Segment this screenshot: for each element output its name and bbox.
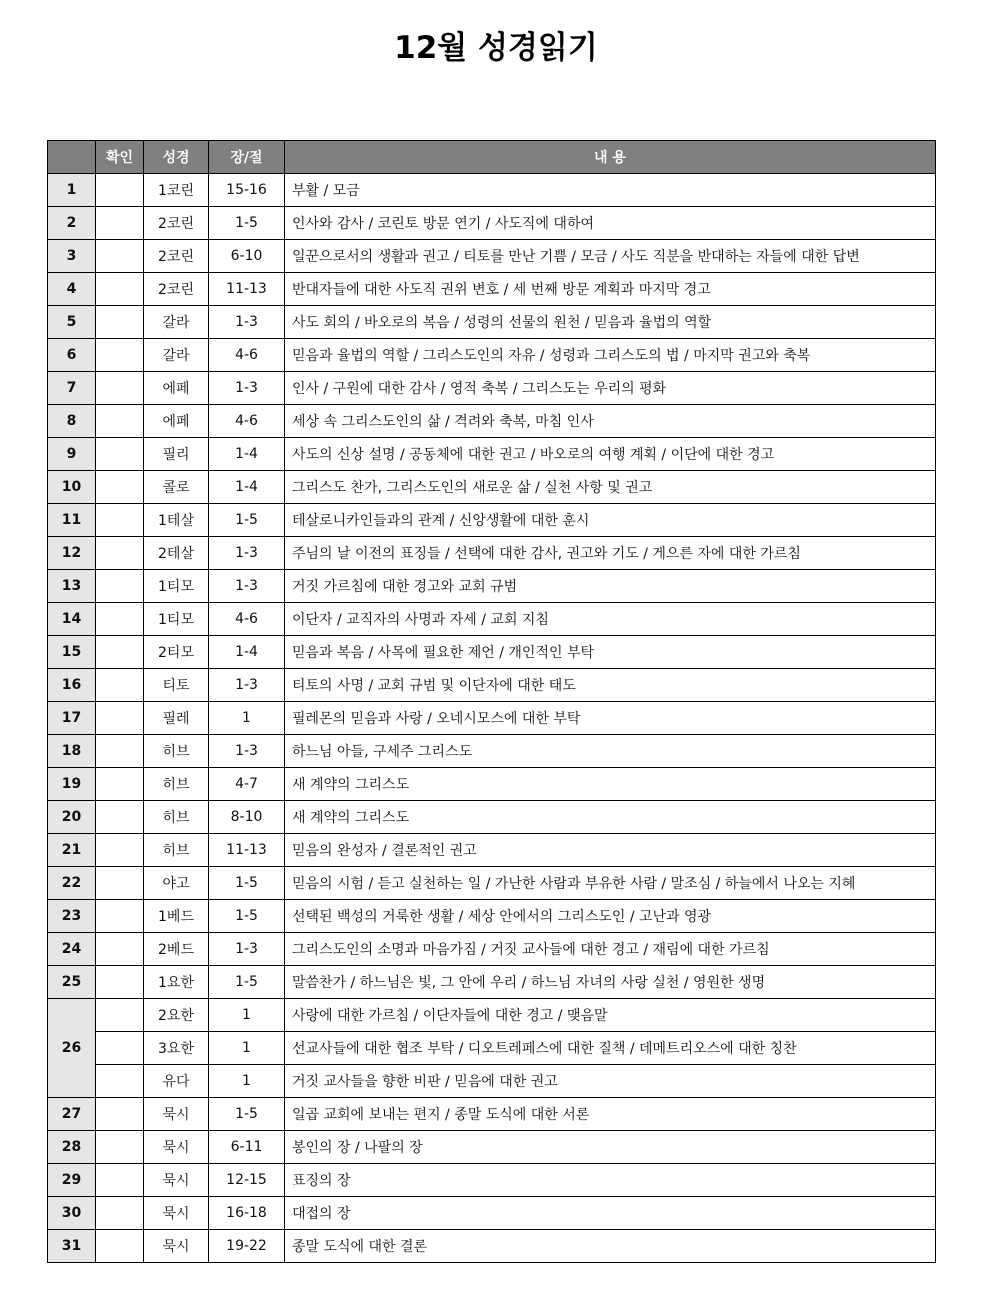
content-cell: 그리스도 찬가, 그리스도인의 새로운 삶 / 실천 사항 및 권고 <box>285 471 936 504</box>
content-cell: 사랑에 대한 가르침 / 이단자들에 대한 경고 / 맺음말 <box>285 999 936 1032</box>
content-cell: 부활 / 모금 <box>285 174 936 207</box>
content-cell: 종말 도식에 대한 결론 <box>285 1230 936 1263</box>
chapters-cell: 1-3 <box>209 933 285 966</box>
content-cell: 대접의 장 <box>285 1197 936 1230</box>
book-cell: 묵시 <box>144 1230 209 1263</box>
day-number: 31 <box>48 1230 96 1263</box>
day-number: 11 <box>48 504 96 537</box>
day-number: 10 <box>48 471 96 504</box>
content-cell: 표징의 장 <box>285 1164 936 1197</box>
content-cell: 믿음의 완성자 / 결론적인 권고 <box>285 834 936 867</box>
day-number: 23 <box>48 900 96 933</box>
content-cell: 인사 / 구원에 대한 감사 / 영적 축복 / 그리스도는 우리의 평화 <box>285 372 936 405</box>
check-cell[interactable] <box>96 834 144 867</box>
day-number: 16 <box>48 669 96 702</box>
day-number: 29 <box>48 1164 96 1197</box>
book-cell: 갈라 <box>144 339 209 372</box>
book-cell: 필리 <box>144 438 209 471</box>
check-cell[interactable] <box>96 768 144 801</box>
check-cell[interactable] <box>96 405 144 438</box>
book-cell: 2요한 <box>144 999 209 1032</box>
book-cell: 히브 <box>144 834 209 867</box>
check-cell[interactable] <box>96 669 144 702</box>
day-number: 3 <box>48 240 96 273</box>
chapters-cell: 1-3 <box>209 570 285 603</box>
content-cell: 하느님 아들, 구세주 그리스도 <box>285 735 936 768</box>
chapters-cell: 4-7 <box>209 768 285 801</box>
content-cell: 말씀찬가 / 하느님은 빛, 그 안에 우리 / 하느님 자녀의 사랑 실천 / 영원한 생명 <box>285 966 936 999</box>
content-cell: 새 계약의 그리스도 <box>285 801 936 834</box>
book-cell: 필레 <box>144 702 209 735</box>
content-cell: 티토의 사명 / 교회 규범 및 이단자에 대한 태도 <box>285 669 936 702</box>
chapters-cell: 1-3 <box>209 372 285 405</box>
book-cell: 묵시 <box>144 1098 209 1131</box>
check-cell[interactable] <box>96 702 144 735</box>
check-cell[interactable] <box>96 207 144 240</box>
chapters-cell: 4-6 <box>209 603 285 636</box>
check-cell[interactable] <box>96 636 144 669</box>
book-cell: 묵시 <box>144 1197 209 1230</box>
check-cell[interactable] <box>96 306 144 339</box>
day-number: 14 <box>48 603 96 636</box>
chapters-cell: 1-3 <box>209 669 285 702</box>
chapters-cell: 1-4 <box>209 438 285 471</box>
check-cell[interactable] <box>96 174 144 207</box>
content-cell: 새 계약의 그리스도 <box>285 768 936 801</box>
book-cell: 2베드 <box>144 933 209 966</box>
table-row <box>48 933 936 966</box>
check-cell[interactable] <box>96 1164 144 1197</box>
chapters-cell: 1-5 <box>209 867 285 900</box>
page-title: 12월 성경읽기 <box>394 30 598 66</box>
book-cell: 묵시 <box>144 1131 209 1164</box>
header-check: 확인 <box>96 141 144 174</box>
content-cell: 선교사들에 대한 협조 부탁 / 디오트레페스에 대한 질책 / 데메트리오스에 대한 칭찬 <box>285 1032 936 1065</box>
table-row <box>48 207 936 240</box>
content-cell: 세상 속 그리스도인의 삶 / 격려와 축복, 마침 인사 <box>285 405 936 438</box>
book-cell: 2코린 <box>144 273 209 306</box>
book-cell: 야고 <box>144 867 209 900</box>
book-cell: 에페 <box>144 405 209 438</box>
chapters-cell: 12-15 <box>209 1164 285 1197</box>
chapters-cell: 1-5 <box>209 504 285 537</box>
table-row <box>48 405 936 438</box>
content-cell: 주님의 날 이전의 표징들 / 선택에 대한 감사, 권고와 기도 / 게으른 자에 대한 가르침 <box>285 537 936 570</box>
day-number: 24 <box>48 933 96 966</box>
chapters-cell: 1-4 <box>209 636 285 669</box>
check-cell[interactable] <box>96 339 144 372</box>
table-row <box>48 1065 936 1098</box>
book-cell: 1코린 <box>144 174 209 207</box>
table-row <box>48 999 936 1032</box>
chapters-cell: 1-5 <box>209 966 285 999</box>
table-row <box>48 1197 936 1230</box>
table-row <box>48 1032 936 1065</box>
chapters-cell: 1 <box>209 702 285 735</box>
chapters-cell: 1 <box>209 1032 285 1065</box>
table-row <box>48 735 936 768</box>
check-cell[interactable] <box>96 933 144 966</box>
table-row <box>48 966 936 999</box>
check-cell[interactable] <box>96 570 144 603</box>
content-cell: 일꾼으로서의 생활과 권고 / 티토를 만난 기쁨 / 모금 / 사도 직분을 반대하는 자들에 대한 답변 <box>285 240 936 273</box>
check-cell[interactable] <box>96 537 144 570</box>
day-number: 20 <box>48 801 96 834</box>
day-number: 9 <box>48 438 96 471</box>
check-cell[interactable] <box>96 1230 144 1263</box>
day-number: 2 <box>48 207 96 240</box>
table-row <box>48 339 936 372</box>
chapters-cell: 4-6 <box>209 339 285 372</box>
table-row <box>48 900 936 933</box>
chapters-cell: 1-5 <box>209 1098 285 1131</box>
table-header-row <box>48 141 936 174</box>
content-cell: 인사와 감사 / 코린토 방문 연기 / 사도직에 대하여 <box>285 207 936 240</box>
header-content: 내 용 <box>285 141 936 174</box>
day-number: 15 <box>48 636 96 669</box>
check-cell[interactable] <box>96 1098 144 1131</box>
check-cell[interactable] <box>96 801 144 834</box>
content-cell: 믿음과 복음 / 사목에 필요한 제언 / 개인적인 부탁 <box>285 636 936 669</box>
check-cell[interactable] <box>96 1197 144 1230</box>
day-number: 30 <box>48 1197 96 1230</box>
content-cell: 일곱 교회에 보내는 편지 / 종말 도식에 대한 서론 <box>285 1098 936 1131</box>
table-row <box>48 1131 936 1164</box>
day-number: 17 <box>48 702 96 735</box>
header-day <box>48 141 96 174</box>
table-row <box>48 636 936 669</box>
chapters-cell: 1-3 <box>209 306 285 339</box>
day-number: 1 <box>48 174 96 207</box>
book-cell: 3요한 <box>144 1032 209 1065</box>
content-cell: 반대자들에 대한 사도직 권위 변호 / 세 번째 방문 계획과 마지막 경고 <box>285 273 936 306</box>
day-number: 13 <box>48 570 96 603</box>
chapters-cell: 1-5 <box>209 207 285 240</box>
content-cell: 거짓 교사들을 향한 비판 / 믿음에 대한 권고 <box>285 1065 936 1098</box>
book-cell: 티토 <box>144 669 209 702</box>
table-row <box>48 603 936 636</box>
check-cell[interactable] <box>96 240 144 273</box>
content-cell: 필레몬의 믿음과 사랑 / 오네시모스에 대한 부탁 <box>285 702 936 735</box>
content-cell: 믿음의 시험 / 듣고 실천하는 일 / 가난한 사람과 부유한 사람 / 말조심 / 하늘에서 나오는 지혜 <box>285 867 936 900</box>
table-row <box>48 1164 936 1197</box>
book-cell: 유다 <box>144 1065 209 1098</box>
chapters-cell: 4-6 <box>209 405 285 438</box>
book-cell: 에페 <box>144 372 209 405</box>
chapters-cell: 1 <box>209 999 285 1032</box>
check-cell[interactable] <box>96 603 144 636</box>
table-row <box>48 570 936 603</box>
check-cell[interactable] <box>96 438 144 471</box>
table-row <box>48 669 936 702</box>
day-number: 12 <box>48 537 96 570</box>
content-cell: 선택된 백성의 거룩한 생활 / 세상 안에서의 그리스도인 / 고난과 영광 <box>285 900 936 933</box>
chapters-cell: 6-10 <box>209 240 285 273</box>
table-row <box>48 867 936 900</box>
content-cell: 테살로니카인들과의 관계 / 신앙생활에 대한 훈시 <box>285 504 936 537</box>
check-cell[interactable] <box>96 504 144 537</box>
check-cell[interactable] <box>96 273 144 306</box>
chapters-cell: 8-10 <box>209 801 285 834</box>
chapters-cell: 16-18 <box>209 1197 285 1230</box>
day-number: 22 <box>48 867 96 900</box>
day-number: 26 <box>48 999 96 1098</box>
table-row <box>48 306 936 339</box>
check-cell[interactable] <box>96 867 144 900</box>
book-cell: 2테살 <box>144 537 209 570</box>
chapters-cell: 1 <box>209 1065 285 1098</box>
book-cell: 1요한 <box>144 966 209 999</box>
chapters-cell: 1-4 <box>209 471 285 504</box>
content-cell: 거짓 가르침에 대한 경고와 교회 규범 <box>285 570 936 603</box>
check-cell[interactable] <box>96 372 144 405</box>
day-number: 6 <box>48 339 96 372</box>
book-cell: 히브 <box>144 768 209 801</box>
day-number: 27 <box>48 1098 96 1131</box>
chapters-cell: 11-13 <box>209 834 285 867</box>
book-cell: 1티모 <box>144 603 209 636</box>
check-cell[interactable] <box>96 471 144 504</box>
day-number: 21 <box>48 834 96 867</box>
table-body <box>48 174 936 1263</box>
table-row <box>48 174 936 207</box>
book-cell: 갈라 <box>144 306 209 339</box>
table-row <box>48 702 936 735</box>
check-cell[interactable] <box>96 999 144 1032</box>
day-number: 28 <box>48 1131 96 1164</box>
content-cell: 이단자 / 교직자의 사명과 자세 / 교회 지침 <box>285 603 936 636</box>
book-cell: 2티모 <box>144 636 209 669</box>
header-book: 성경 <box>144 141 209 174</box>
chapters-cell: 6-11 <box>209 1131 285 1164</box>
chapters-cell: 1-5 <box>209 900 285 933</box>
header-chapters: 장/절 <box>209 141 285 174</box>
book-cell: 묵시 <box>144 1164 209 1197</box>
table-row <box>48 1098 936 1131</box>
day-number: 8 <box>48 405 96 438</box>
day-number: 7 <box>48 372 96 405</box>
table-row <box>48 438 936 471</box>
table-row <box>48 240 936 273</box>
day-number: 5 <box>48 306 96 339</box>
chapters-cell: 1-3 <box>209 537 285 570</box>
book-cell: 2코린 <box>144 240 209 273</box>
content-cell: 사도 회의 / 바오로의 복음 / 성령의 선물의 원천 / 믿음과 율법의 역할 <box>285 306 936 339</box>
check-cell[interactable] <box>96 900 144 933</box>
book-cell: 콜로 <box>144 471 209 504</box>
check-cell[interactable] <box>96 1131 144 1164</box>
table-row <box>48 801 936 834</box>
check-cell[interactable] <box>96 1032 144 1065</box>
table-row <box>48 834 936 867</box>
table-row <box>48 504 936 537</box>
book-cell: 히브 <box>144 801 209 834</box>
book-cell: 1테살 <box>144 504 209 537</box>
content-cell: 믿음과 율법의 역할 / 그리스도인의 자유 / 성령과 그리스도의 법 / 마지막 권고와 축복 <box>285 339 936 372</box>
chapters-cell: 19-22 <box>209 1230 285 1263</box>
content-cell: 봉인의 장 / 나팔의 장 <box>285 1131 936 1164</box>
table-row <box>48 1230 936 1263</box>
day-number: 25 <box>48 966 96 999</box>
book-cell: 2코린 <box>144 207 209 240</box>
content-cell: 그리스도인의 소명과 마음가짐 / 거짓 교사들에 대한 경고 / 재림에 대한 가르침 <box>285 933 936 966</box>
book-cell: 1베드 <box>144 900 209 933</box>
table-row <box>48 768 936 801</box>
table-row <box>48 537 936 570</box>
table-row <box>48 372 936 405</box>
chapters-cell: 1-3 <box>209 735 285 768</box>
day-number: 4 <box>48 273 96 306</box>
book-cell: 1티모 <box>144 570 209 603</box>
check-cell[interactable] <box>96 1065 144 1098</box>
check-cell[interactable] <box>96 735 144 768</box>
table-row <box>48 273 936 306</box>
book-cell: 히브 <box>144 735 209 768</box>
chapters-cell: 11-13 <box>209 273 285 306</box>
content-cell: 사도의 신상 설명 / 공동체에 대한 권고 / 바오로의 여행 계획 / 이단에 대한 경고 <box>285 438 936 471</box>
table-row <box>48 471 936 504</box>
chapters-cell: 15-16 <box>209 174 285 207</box>
day-number: 19 <box>48 768 96 801</box>
reading-schedule-table <box>47 140 936 1263</box>
day-number: 18 <box>48 735 96 768</box>
check-cell[interactable] <box>96 966 144 999</box>
